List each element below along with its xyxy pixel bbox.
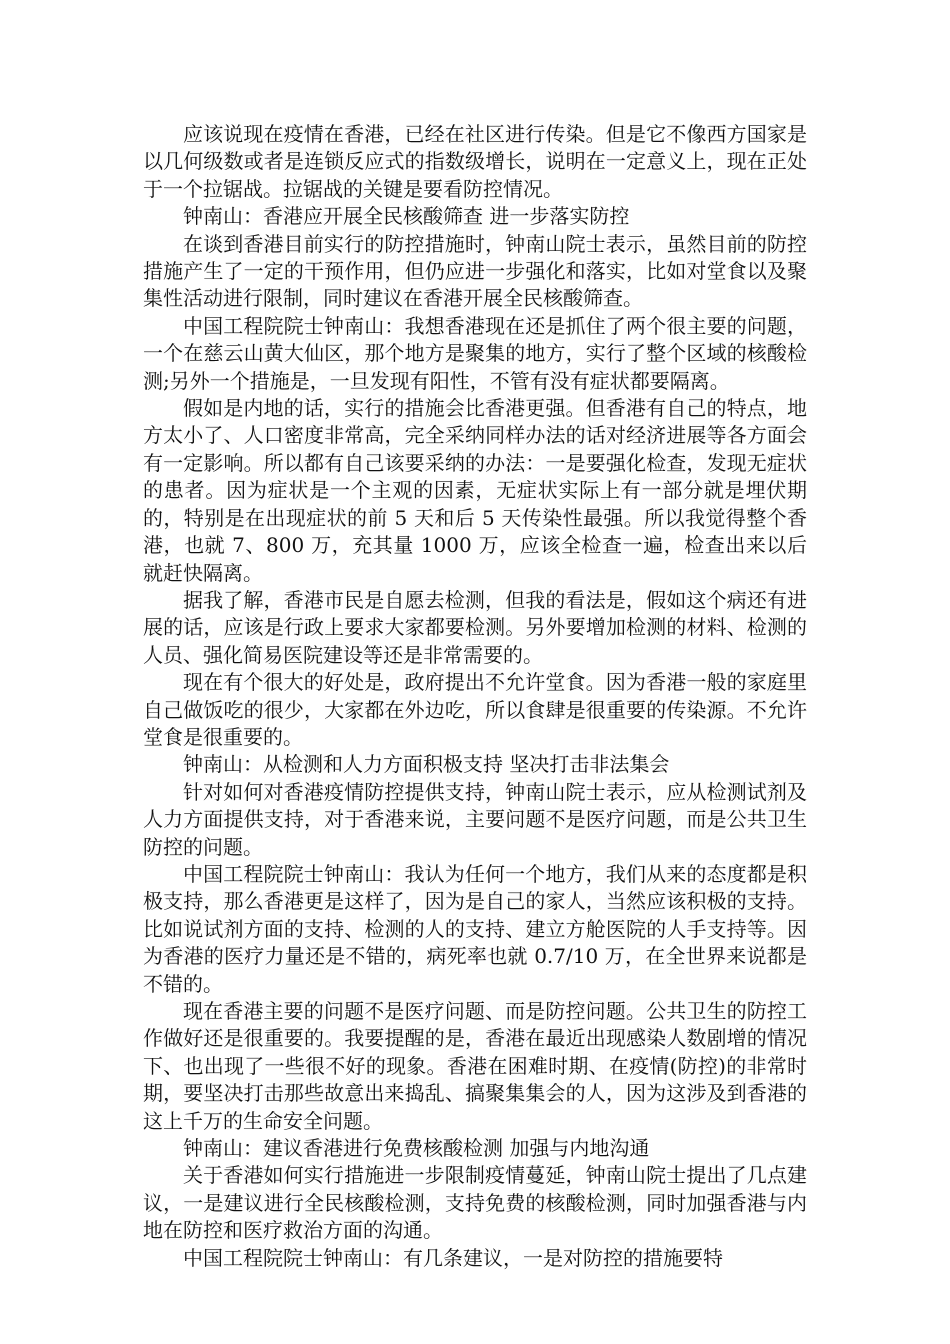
paragraph-9: 现在香港主要的问题不是医疗问题、而是防控问题。公共卫生的防控工作做好还是很重要的。我要提醒的是，香港在最近出现感染人数剧增的情况下、也出现了一些很不好的现象。香港在困难时期、在疫情(防控)的非常时期，要坚决打击那些故意出来捣乱、搞聚集集会的人，因为这涉及到香港的这上千万的生命安全问题。 — [143, 999, 807, 1133]
paragraph-5: 据我了解，香港市民是自愿去检测，但我的看法是，假如这个病还有进展的话，应该是行政上要求大家都要检测。另外要增加检测的材料、检测的人员、强化简易医院建设等还是非常需要的。 — [143, 587, 807, 667]
paragraph-11: 中国工程院院士钟南山：有几条建议，一是对防控的措施要特 — [183, 1245, 723, 1270]
paragraph-8: 中国工程院院士钟南山：我认为任何一个地方，我们从来的态度都是积极支持，那么香港更是这样了，因为是自己的家人，当然应该积极的支持。比如说试剂方面的支持、检测的人的支持、建立方舱医院的人手支持等。因为香港的医疗力量还是不错的，病死率也就 0.7/10 万，在全世界来说都是不错的。 — [143, 861, 807, 996]
paragraph-10: 关于香港如何实行措施进一步限制疫情蔓延，钟南山院士提出了几点建议，一是建议进行全民核酸检测，支持免费的核酸检测，同时加强香港与内地在防控和医疗救治方面的沟通。 — [143, 1163, 807, 1243]
document-body — [143, 121, 807, 1272]
paragraph-3: 中国工程院院士钟南山：我想香港现在还是抓住了两个很主要的问题，一个在慈云山黄大仙区，那个地方是聚集的地方，实行了整个区域的核酸检测;另外一个措施是，一旦发现有阳性，不管有没有症状都要隔离。 — [143, 313, 807, 393]
paragraph-6: 现在有个很大的好处是，政府提出不允许堂食。因为香港一般的家庭里自己做饭吃的很少，大家都在外边吃，所以食肆是很重要的传染源。不允许堂食是很重要的。 — [143, 670, 807, 749]
section-heading-3: 钟南山：建议香港进行免费核酸检测 加强与内地沟通 — [183, 1136, 650, 1161]
paragraph-7: 针对如何对香港疫情防控提供支持，钟南山院士表示，应从检测试剂及人力方面提供支持，对于香港来说，主要问题不是医疗问题，而是公共卫生防控的问题。 — [143, 779, 807, 859]
section-heading-2: 钟南山：从检测和人力方面积极支持 坚决打击非法集会 — [183, 752, 670, 777]
paragraph-2: 在谈到香港目前实行的防控措施时，钟南山院士表示，虽然目前的防控措施产生了一定的干预作用，但仍应进一步强化和落实，比如对堂食以及聚集性活动进行限制，同时建议在香港开展全民核酸筛查。 — [143, 231, 807, 311]
section-heading-1: 钟南山：香港应开展全民核酸筛查 进一步落实防控 — [183, 204, 630, 229]
paragraph-1: 应该说现在疫情在香港，已经在社区进行传染。但是它不像西方国家是以几何级数或者是连锁反应式的指数级增长，说明在一定意义上，现在正处于一个拉锯战。拉锯战的关键是要看防控情况。 — [143, 122, 807, 201]
paragraph-4: 假如是内地的话，实行的措施会比香港更强。但香港有自己的特点，地方太小了、人口密度非常高，完全采纳同样办法的话对经济进展等各方面会有一定影响。所以都有自己该要采纳的办法：一是要强化检查，发现无症状的患者。因为症状是一个主观的因素，无症状实际上有一部分就是埋伏期的，特别是在出现症状的前 5 天和后 5 天传染性最强。所以我觉得整个香港，也就 7、800 万，充其量 1000 万，应该全检查一遍，检查出来以后就赶快隔离。 — [143, 396, 807, 585]
